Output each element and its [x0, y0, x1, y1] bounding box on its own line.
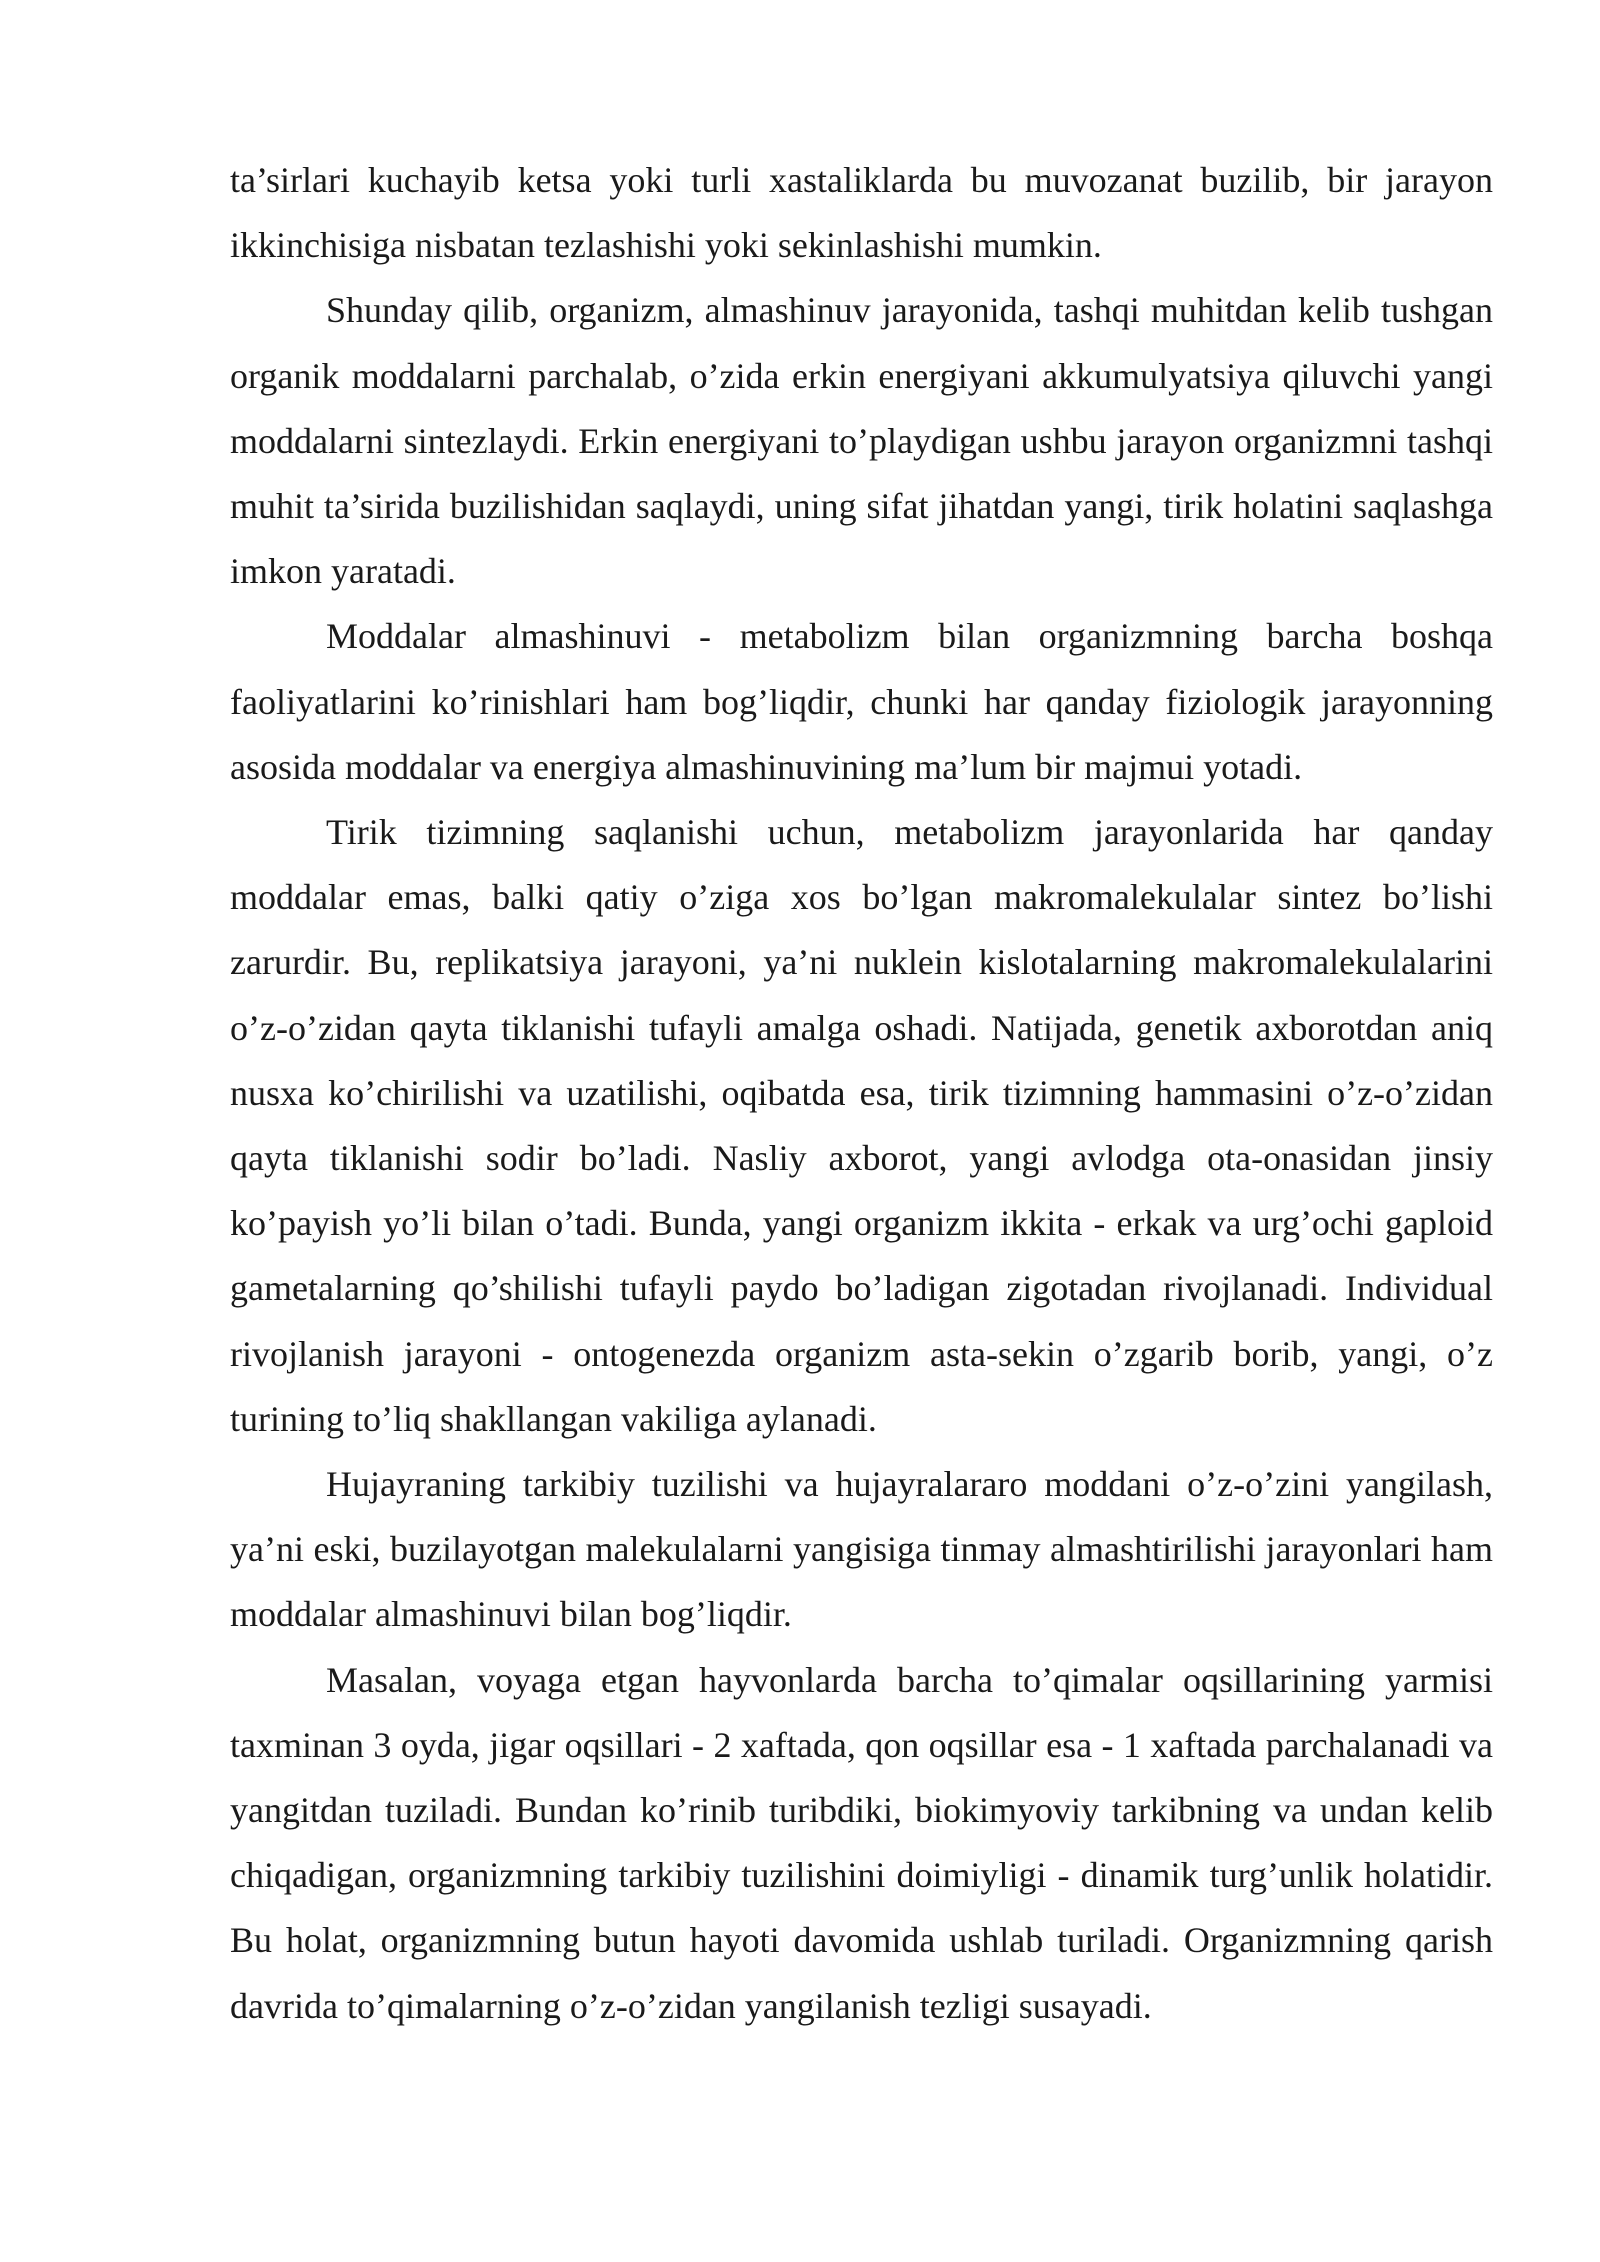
body-text: [230, 148, 1493, 2039]
paragraph: Hujayraning tarkibiy tuzilishi va hujayralararo moddani o’z-o’zini yangilash, ya’ni eski, buzilayotgan malekulalarni yangisiga tinmay almashtirilishi jarayonlari ham moddalar almashinuvi bilan bog’liqdir.: [230, 1464, 1493, 1635]
paragraph: Moddalar almashinuvi - metabolizm bilan organizmning barcha boshqa faoliyatlarini ko’rinishlari ham bog’liqdir, chunki har qanday fiziologik jarayonning asosida moddalar va energiya almashinuvining ma’lum bir majmui yotadi.: [230, 616, 1493, 787]
paragraph: Tirik tizimning saqlanishi uchun, metabolizm jarayonlarida har qanday moddalar emas, balki qatiy o’ziga xos bo’lgan makromalekulalar sintez bo’lishi zarurdir. Bu, replikatsiya jarayoni, ya’ni nuklein kislotalarning makromalekulalarini o’z-o’zidan qayta tiklanishi tufayli amalga oshadi. Natijada, genetik axborotdan aniq nusxa ko’chirilishi va uzatilishi, oqibatda esa, tirik tizimning hammasini o’z-o’zidan qayta tiklanishi sodir bo’ladi. Nasliy axborot, yangi avlodga ota-onasidan jinsiy ko’payish yo’li bilan o’tadi. Bunda, yangi organizm ikkita - erkak va urg’ochi gaploid gametalarning qo’shilishi tufayli paydo bo’ladigan zigotadan rivojlanadi. Individual rivojlanish jarayoni - ontogenezda organizm asta-sekin o’zgarib borib, yangi, o’z turining to’liq shakllangan vakiliga aylanadi.: [230, 812, 1493, 1439]
paragraph: Masalan, voyaga etgan hayvonlarda barcha to’qimalar oqsillarining yarmisi taxminan 3 oyda, jigar oqsillari - 2 xaftada, qon oqsillar esa - 1 xaftada parchalanadi va yangitdan tuziladi. Bundan ko’rinib turibdiki, biokimyoviy tarkibning va undan kelib chiqadigan, organizmning tarkibiy tuzilishini doimiyligi - dinamik turg’unlik holatidir. Bu holat, organizmning butun hayoti davomida ushlab turiladi. Organizmning qarish davrida to’qimalarning o’z-o’zidan yangilanish tezligi susayadi.: [230, 1659, 1493, 2026]
paragraph-continuation: ta’sirlari kuchayib ketsa yoki turli xastaliklarda bu muvozanat buzilib, bir jarayon ikkinchisiga nisbatan tezlashishi yoki sekinlashishi mumkin.: [230, 160, 1493, 266]
paragraph: Shunday qilib, organizm, almashinuv jarayonida, tashqi muhitdan kelib tushgan organik moddalarni parchalab, o’zida erkin energiyani akkumulyatsiya qiluvchi yangi moddalarni sintezlaydi. Erkin energiyani to’playdigan ushbu jarayon organizmni tashqi muhit ta’sirida buzilishidan saqlaydi, uning sifat jihatdan yangi, tirik holatini saqlashga imkon yaratadi.: [230, 290, 1493, 592]
